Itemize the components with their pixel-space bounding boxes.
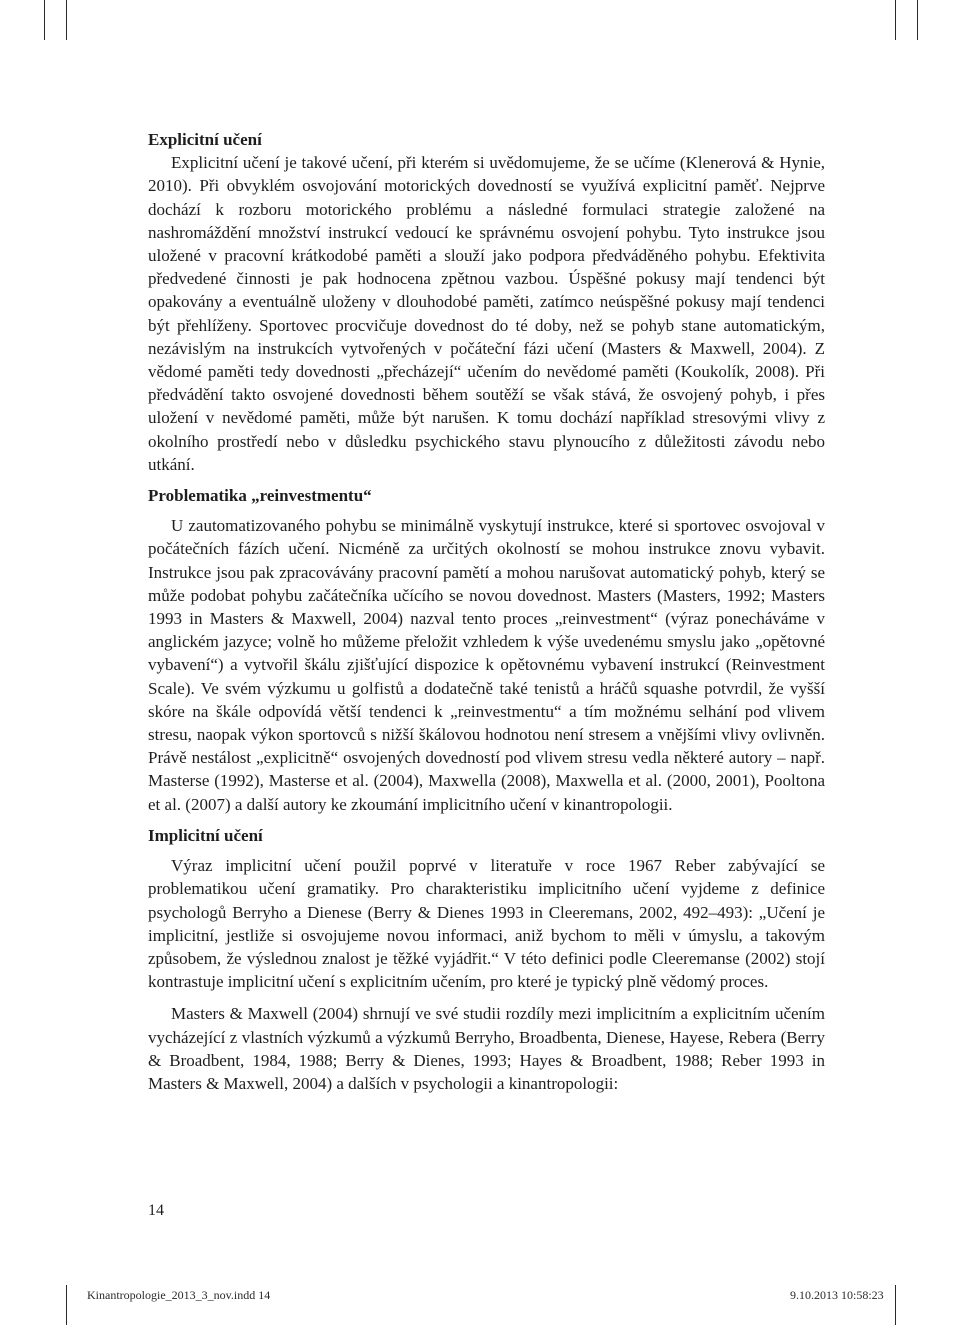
body-paragraph: Masters & Maxwell (2004) shrnují ve své studii rozdíly mezi implicitním a explicitním učením vycházející z vlastních výzkumů a výzkumů Berryho, Broadbenta, Dienese, Hayese, Rebera (Berry & Broadbent, 1984, 1988; Berry & Dienes, 1993; Hayes & Broadbent, 1988; Reber 1993 in Masters & Maxwell, 2004) a dalších v psychologii a kinantropologii: bbox=[148, 1004, 825, 1093]
page-number: 14 bbox=[148, 1202, 164, 1219]
slug-filename: Kinantropologie_2013_3_nov.indd 14 bbox=[87, 1288, 271, 1302]
crop-mark-top-right-2 bbox=[917, 0, 918, 40]
body-paragraph: Výraz implicitní učení použil poprvé v literatuře v roce 1967 Reber zabývající se problematikou učení gramatiky. Pro charakteristiku implicitního učení vyjdeme z definice psychologů Berryho a Dienese (Berry & Dienes 1993 in Cleeremans, 2002, 492–493): „Učení je implicitní, jestliže si osvojujeme novou informaci, aniž bychom to měli v úmyslu, a takovým způsobem, že výslednou znalost je těžké vyjádřit.“ V této definici podle Cleeremanse (2002) stojí kontrastuje implicitní učení s explicitním učením, pro které je typický plně vědomý proces. bbox=[148, 856, 825, 992]
page-body bbox=[148, 128, 825, 1095]
body-paragraph: U zautomatizovaného pohybu se minimálně vyskytují instrukce, které si sportovec osvojoval v počátečních fázích učení. Nicméně za určitých okolností se mohou instrukce znovu vybavit. Instrukce jsou pak zpracovávány pracovní pamětí a mohou narušovat automatický pohyb, který se může podobat pohybu začátečníka učícího se novou dovednost. Masters (Masters, 1992; Masters 1993 in Masters & Maxwell, 2004) nazval tento proces „reinvestment“ (výraz ponecháváme v anglickém jazyce; volně ho můžeme přeložit vzhledem k výše uvedenému smyslu jako „opětovné vybavení“) a vytvořil škálu zjišťující dispozice k opětovnému vybavení instrukcí (Reinvestment Scale). Ve svém výzkumu u golfistů a dodatečně také tenistů a hráčů squashe potvrdil, že vyšší skóre na škále odpovídá větší tendenci k „reinvestmentu“ a tím možnému selhání pod vlivem stresu, naopak výkon sportovců s nižší škálovou hodnotou není stresem a vnějšími vlivy ovlivněn. Právě nestálost „explicitně“ osvojených dovedností pod vlivem stresu vedla některé autory – např. Masterse (1992), Masterse et al. (2004), Maxwella (2008), Maxwella et al. (2000, 2001), Pooltona et al. (2007) a další autory ke zkoumání implicitního učení v kinantropologii. bbox=[148, 516, 825, 814]
crop-mark-top-right bbox=[895, 0, 896, 40]
body-paragraph: Explicitní učení je takové učení, při kterém si uvědomujeme, že se učíme (Klenerová & Hynie, 2010). Při obvyklém osvojování motorických dovedností se využívá explicitní paměť. Nejprve dochází k rozboru motorického problému a následné formulaci strategie založené na nashromáždění množství instrukcí vedoucí ke správnému osvojení pohybu. Tyto instrukce jsou uložené v pracovní krátkodobé paměti a slouží jako podpora předváděného pohybu. Efektivita předvedené činnosti je pak hodnocena zpětnou vazbou. Úspěšné pokusy mají tendenci být opakovány a eventuálně uloženy v dlouhodobé paměti, zatímco neúspěšné pokusy mají tendenci být přehlíženy. Sportovec procvičuje dovednost do té doby, než se pohyb stane automatickým, nezávislým na instrukcích vytvořených v počáteční fázi učení (Masters & Maxwell, 2004). Z vědomé paměti tedy dovednosti „přecházejí“ učením do nevědomé paměti (Koukolík, 2008). Při předvádění takto osvojené dovednosti během soutěží se však stává, že osvojený pohyb, i přes uložení v nevědomé paměti, může být narušen. K tomu dochází například stresovými vlivy z okolního prostředí nebo v důsledku psychického stavu plynoucího z důležitosti závodu nebo utkání. bbox=[148, 153, 825, 474]
section-heading: Problematika „reinvestmentu“ bbox=[148, 486, 372, 506]
crop-mark-bottom-left bbox=[66, 1285, 67, 1325]
crop-mark-top-left-2 bbox=[66, 0, 67, 40]
section-heading: Implicitní učení bbox=[148, 825, 263, 845]
crop-mark-bottom-right bbox=[895, 1285, 896, 1325]
crop-mark-top-left bbox=[44, 0, 45, 40]
section-heading: Explicitní učení bbox=[148, 130, 262, 149]
slug-datetime: 9.10.2013 10:58:23 bbox=[790, 1288, 884, 1302]
